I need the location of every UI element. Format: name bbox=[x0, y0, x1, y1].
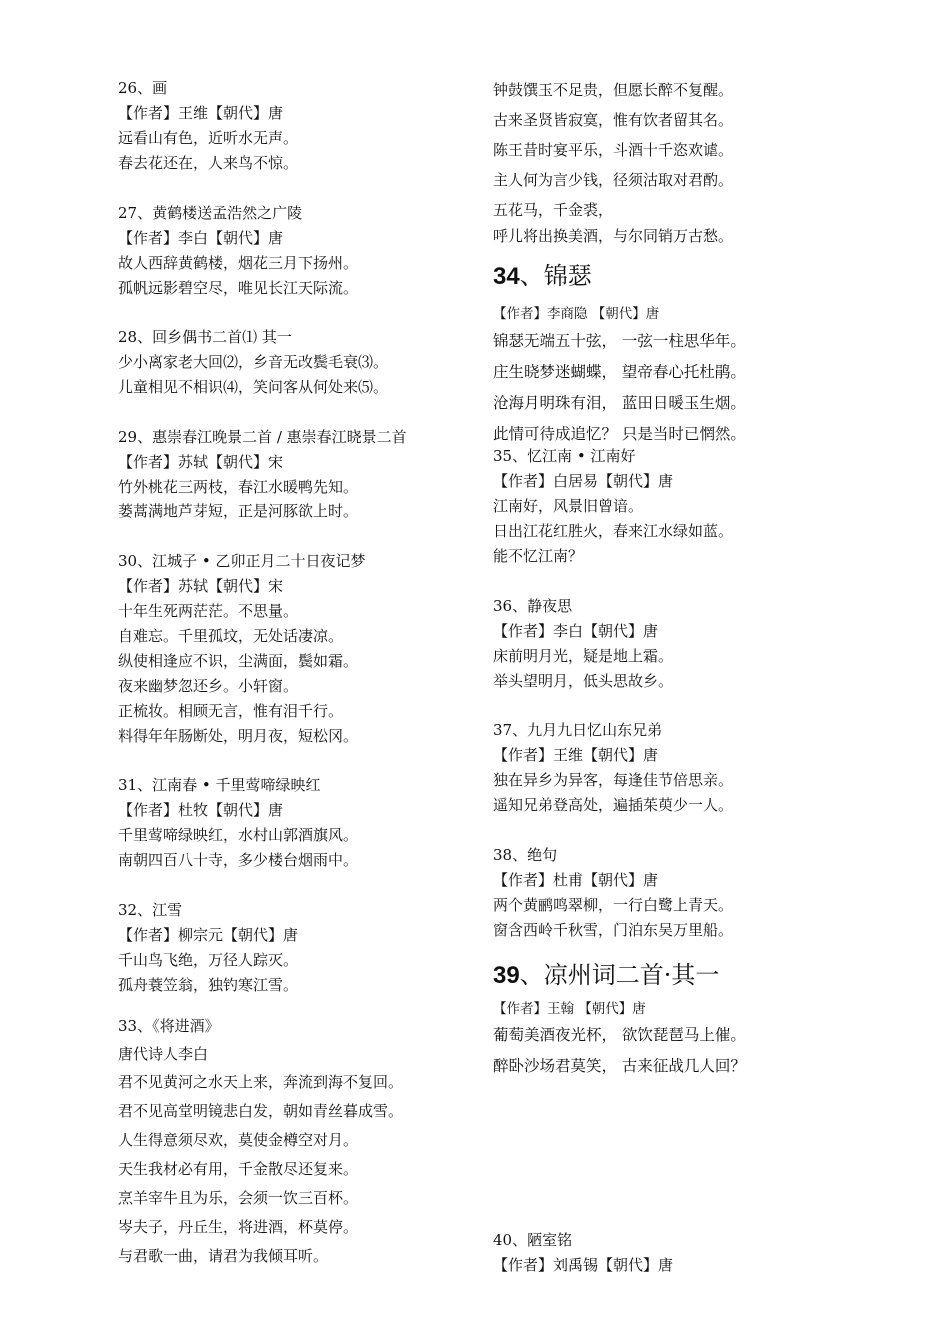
poem-line: 远看山有色，近听水无声。 bbox=[118, 129, 299, 147]
poem-line: 儿童相见不相识⑷，笑问客从何处来⑸。 bbox=[118, 378, 389, 396]
poem-line: 烹羊宰牛且为乐，会须一饮三百杯。 bbox=[118, 1189, 359, 1207]
poem-line: 十年生死两茫茫。不思量。 bbox=[118, 602, 299, 620]
poem-title: 37、九月九日忆山东兄弟 bbox=[493, 721, 663, 739]
poem-author-line: 【作者】苏轼【朝代】宋 bbox=[118, 453, 284, 471]
poem-title: 32、江雪 bbox=[118, 901, 183, 919]
poem-line: 人生得意须尽欢，莫使金樽空对月。 bbox=[118, 1131, 359, 1149]
poem-author-line: 【作者】王维【朝代】唐 bbox=[493, 746, 659, 764]
poem-line: 孤帆远影碧空尽，唯见长江天际流。 bbox=[118, 279, 359, 297]
poem-line: 葡萄美酒夜光杯， 欲饮琵琶马上催。 bbox=[493, 1026, 746, 1044]
poem-line: 少小离家老大回⑵，乡音无改鬓毛衰⑶。 bbox=[118, 353, 389, 371]
poem-line: 钟鼓馔玉不足贵，但愿长醉不复醒。 bbox=[493, 81, 734, 99]
poem-author-line: 【作者】杜牧【朝代】唐 bbox=[118, 801, 284, 819]
poem-author-line: 【作者】苏轼【朝代】宋 bbox=[118, 577, 284, 595]
poem-author-line: 【作者】李白【朝代】唐 bbox=[118, 229, 284, 247]
poem-author-line: 【作者】柳宗元【朝代】唐 bbox=[118, 926, 299, 944]
poem-line: 君不见高堂明镜悲白发，朝如青丝暮成雪。 bbox=[118, 1102, 404, 1120]
poem-title: 33、《将进酒》 bbox=[118, 1017, 220, 1035]
poem-line: 能不忆江南？ bbox=[493, 547, 584, 565]
poem-title: 27、黄鹤楼送孟浩然之广陵 bbox=[118, 204, 303, 222]
poem-line: 纵使相逢应不识，尘满面，鬓如霜。 bbox=[118, 652, 359, 670]
poem-author-line: 【作者】李白【朝代】唐 bbox=[493, 622, 659, 640]
poem-heading: 34、锦瑟 bbox=[493, 262, 592, 290]
poem-line: 天生我材必有用，千金散尽还复来。 bbox=[118, 1160, 359, 1178]
poem-line: 庄生晓梦迷蝴蝶， 望帝春心托杜鹃。 bbox=[493, 363, 746, 381]
poem-author-line: 【作者】白居易【朝代】唐 bbox=[493, 472, 674, 490]
poem-author-line: 【作者】杜甫【朝代】唐 bbox=[493, 871, 659, 889]
poem-title: 28、回乡偶书二首⑴ 其一 bbox=[118, 328, 292, 346]
poem-line: 江南好，风景旧曾谙。 bbox=[493, 497, 644, 515]
poem-line: 此情可待成追忆？ 只是当时已惘然。 bbox=[493, 425, 746, 443]
poem-line: 故人西辞黄鹤楼，烟花三月下扬州。 bbox=[118, 254, 359, 272]
poem-line: 日出江花红胜火，春来江水绿如蓝。 bbox=[493, 522, 734, 540]
poem-title: 36、静夜思 bbox=[493, 597, 573, 615]
poem-title: 31、江南春 • 千里莺啼绿映红 bbox=[118, 776, 321, 794]
poem-line: 床前明月光，疑是地上霜。 bbox=[493, 647, 674, 665]
poem-line: 岑夫子，丹丘生，将进酒，杯莫停。 bbox=[118, 1218, 359, 1236]
poem-line: 自难忘。千里孤坟，无处话凄凉。 bbox=[118, 627, 344, 645]
poem-line: 独在异乡为异客，每逢佳节倍思亲。 bbox=[493, 771, 734, 789]
poem-line: 孤舟蓑笠翁，独钓寒江雪。 bbox=[118, 976, 299, 994]
poem-author-line: 【作者】刘禹锡【朝代】唐 bbox=[493, 1256, 674, 1274]
poem-line: 正梳妆。相顾无言，惟有泪千行。 bbox=[118, 702, 344, 720]
poem-line: 君不见黄河之水天上来，奔流到海不复回。 bbox=[118, 1073, 404, 1091]
poem-author-line: 【作者】王翰 【朝代】唐 bbox=[493, 1001, 646, 1017]
poem-heading: 39、凉州词二首·其一 bbox=[493, 961, 720, 989]
poem-line: 呼儿将出换美酒，与尔同销万古愁。 bbox=[493, 227, 734, 245]
poem-line: 蒌蒿满地芦芽短，正是河豚欲上时。 bbox=[118, 502, 359, 520]
poem-line: 夜来幽梦忽还乡。小轩窗。 bbox=[118, 677, 299, 695]
poem-title: 35、忆江南 • 江南好 bbox=[493, 447, 636, 465]
poem-title: 40、陋室铭 bbox=[493, 1231, 573, 1249]
poem-line: 沧海月明珠有泪， 蓝田日暖玉生烟。 bbox=[493, 394, 746, 412]
poem-line: 举头望明月，低头思故乡。 bbox=[493, 672, 674, 690]
poem-line: 陈王昔时宴平乐，斗酒十千恣欢谑。 bbox=[493, 141, 734, 159]
poem-line: 南朝四百八十寺，多少楼台烟雨中。 bbox=[118, 851, 359, 869]
poem-line: 千山鸟飞绝，万径人踪灭。 bbox=[118, 951, 299, 969]
poem-line: 两个黄鹂鸣翠柳，一行白鹭上青天。 bbox=[493, 896, 734, 914]
poem-line: 春去花还在，人来鸟不惊。 bbox=[118, 154, 299, 172]
poem-title: 38、绝句 bbox=[493, 846, 558, 864]
poem-line: 主人何为言少钱，径须沽取对君酌。 bbox=[493, 171, 734, 189]
poem-line: 锦瑟无端五十弦， 一弦一柱思华年。 bbox=[493, 332, 746, 350]
poem-title: 26、画 bbox=[118, 79, 168, 97]
poem-author-line: 【作者】王维【朝代】唐 bbox=[118, 104, 284, 122]
poem-author-line: 【作者】李商隐 【朝代】唐 bbox=[493, 306, 660, 322]
poem-line: 五花马，千金裘， bbox=[493, 201, 614, 219]
poem-line: 遥知兄弟登高处，遍插茱萸少一人。 bbox=[493, 796, 734, 814]
poem-line: 千里莺啼绿映红，水村山郭酒旗风。 bbox=[118, 826, 359, 844]
poem-title: 30、江城子 • 乙卯正月二十日夜记梦 bbox=[118, 552, 366, 570]
poem-line: 窗含西岭千秋雪，门泊东吴万里船。 bbox=[493, 921, 734, 939]
poem-line: 与君歌一曲，请君为我倾耳听。 bbox=[118, 1247, 329, 1265]
poem-line: 料得年年肠断处，明月夜，短松冈。 bbox=[118, 727, 359, 745]
poem-line: 古来圣贤皆寂寞，惟有饮者留其名。 bbox=[493, 111, 734, 129]
poem-line: 唐代诗人李白 bbox=[118, 1045, 209, 1063]
poem-line: 醉卧沙场君莫笑， 古来征战几人回？ bbox=[493, 1057, 746, 1075]
poem-line: 竹外桃花三两枝，春江水暖鸭先知。 bbox=[118, 478, 359, 496]
poem-title: 29、惠崇春江晚景二首 / 惠崇春江晓景二首 bbox=[118, 428, 407, 446]
